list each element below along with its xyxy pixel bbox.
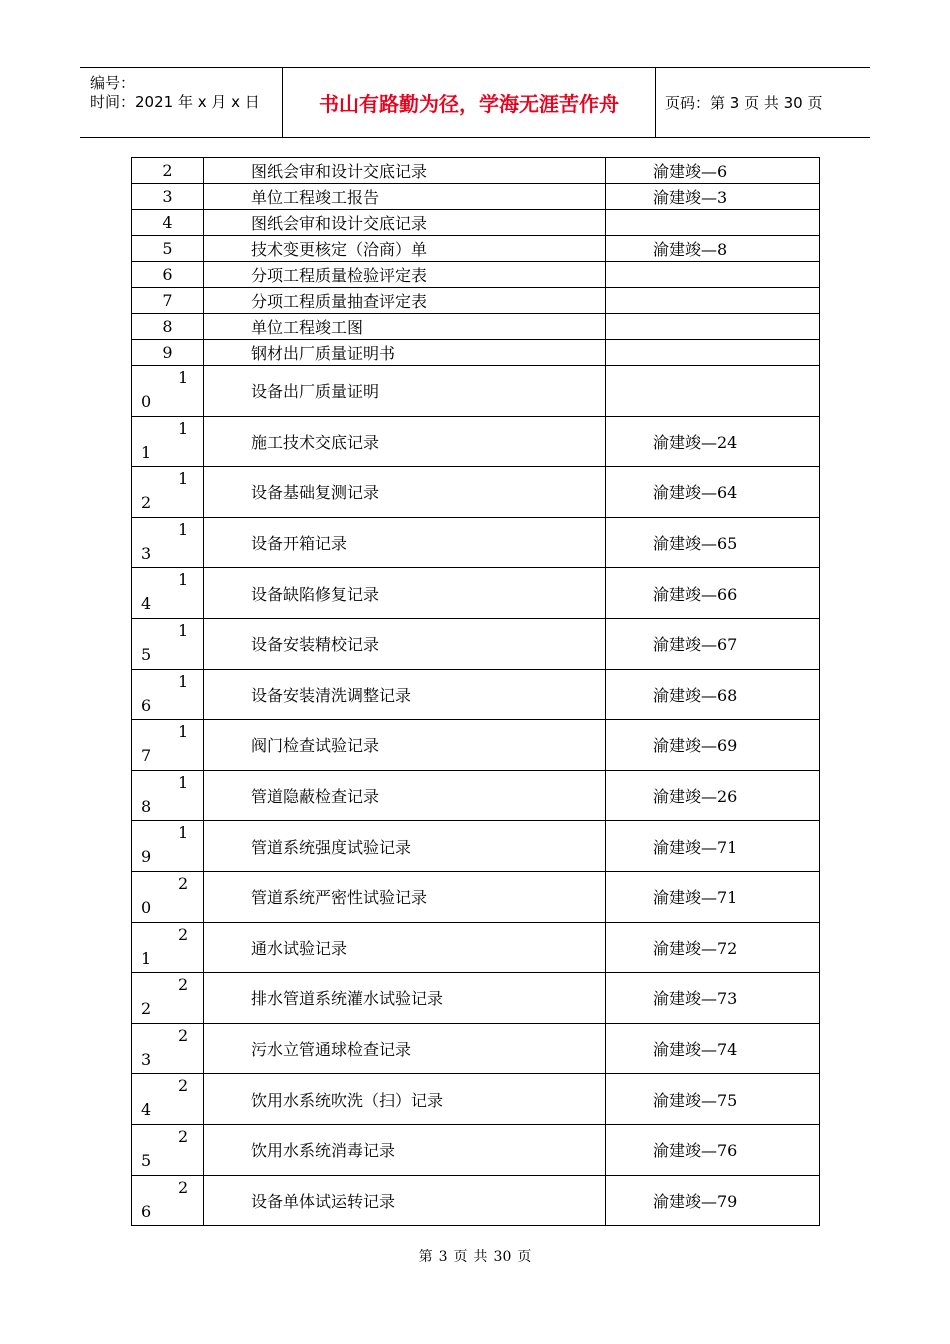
- row-number-digit-1: 1: [178, 418, 189, 438]
- row-number-digit-2: 0: [141, 897, 152, 917]
- row-number-cell: [132, 1175, 204, 1226]
- table-row: [132, 517, 820, 568]
- record-name-cell: 阀门检查试验记录: [204, 720, 606, 771]
- document-date-label: 时间：2021 年 x 月 x 日: [90, 93, 260, 111]
- row-number-digit-2: 8: [141, 796, 152, 816]
- row-number-digit-1: 2: [178, 873, 189, 893]
- table-row: [132, 1124, 820, 1175]
- record-name-cell: 排水管道系统灌水试验记录: [204, 973, 606, 1024]
- row-number-cell: [132, 1074, 204, 1125]
- row-number-digit-2: 1: [141, 442, 152, 462]
- form-code-cell: 渝建竣—64: [606, 467, 820, 518]
- row-number-digit-2: 6: [141, 695, 152, 715]
- row-number-digit-1: 1: [178, 469, 189, 489]
- form-code-cell: 渝建竣—68: [606, 669, 820, 720]
- row-number-cell: [132, 973, 204, 1024]
- row-number-digit-2: 2: [141, 999, 152, 1019]
- row-number-digit-2: 9: [141, 847, 152, 867]
- form-code-cell: 渝建竣—76: [606, 1124, 820, 1175]
- row-number-digit-1: 2: [178, 1126, 189, 1146]
- row-number-cell: 4: [132, 210, 204, 236]
- form-code-cell: 渝建竣—67: [606, 618, 820, 669]
- record-name-cell: 单位工程竣工图: [204, 314, 606, 340]
- record-name-cell: 施工技术交底记录: [204, 416, 606, 467]
- footer-ye2: 页: [517, 1249, 532, 1265]
- table-row: [132, 821, 820, 872]
- row-number-cell: [132, 618, 204, 669]
- row-number-digit-2: 4: [141, 1100, 152, 1120]
- record-name-cell: 钢材出厂质量证明书: [204, 340, 606, 366]
- row-number-cell: 3: [132, 184, 204, 210]
- form-code-cell: 渝建竣—75: [606, 1074, 820, 1125]
- row-number-digit-1: 2: [178, 975, 189, 995]
- table-row: [132, 973, 820, 1024]
- row-number-cell: [132, 871, 204, 922]
- row-number-digit-1: 1: [178, 823, 189, 843]
- table-row: [132, 669, 820, 720]
- row-number-cell: 7: [132, 288, 204, 314]
- table-row: [132, 922, 820, 973]
- form-code-cell: 渝建竣—73: [606, 973, 820, 1024]
- table-row: [132, 720, 820, 771]
- form-code-cell: [606, 314, 820, 340]
- row-number-cell: [132, 517, 204, 568]
- row-number-digit-1: 2: [178, 924, 189, 944]
- record-name-cell: 单位工程竣工报告: [204, 184, 606, 210]
- document-number-label: 编号：: [90, 74, 136, 92]
- row-number-digit-2: 5: [141, 1150, 152, 1170]
- form-code-cell: 渝建竣—3: [606, 184, 820, 210]
- form-code-cell: [606, 288, 820, 314]
- table-row: [132, 366, 820, 417]
- row-number-cell: [132, 467, 204, 518]
- row-number-cell: [132, 366, 204, 417]
- form-code-cell: [606, 210, 820, 236]
- record-name-cell: 图纸会审和设计交底记录: [204, 158, 606, 184]
- form-code-cell: 渝建竣—71: [606, 821, 820, 872]
- row-number-cell: [132, 821, 204, 872]
- row-number-digit-2: 6: [141, 1201, 152, 1221]
- record-name-cell: 图纸会审和设计交底记录: [204, 210, 606, 236]
- form-code-cell: 渝建竣—74: [606, 1023, 820, 1074]
- table-row: [132, 158, 820, 184]
- row-number-digit-2: 2: [141, 493, 152, 513]
- header-meta: [80, 68, 282, 137]
- record-name-cell: 通水试验记录: [204, 922, 606, 973]
- record-name-cell: 设备安装精校记录: [204, 618, 606, 669]
- table-row: [132, 467, 820, 518]
- form-code-cell: 渝建竣—66: [606, 568, 820, 619]
- row-number-cell: 9: [132, 340, 204, 366]
- table-row: [132, 618, 820, 669]
- record-name-cell: 管道系统强度试验记录: [204, 821, 606, 872]
- footer-page-number: 3: [438, 1249, 448, 1265]
- table-row: [132, 288, 820, 314]
- page-footer: [0, 1246, 950, 1266]
- form-code-cell: 渝建竣—26: [606, 770, 820, 821]
- records-table: [131, 157, 820, 1226]
- record-name-cell: 分项工程质量检验评定表: [204, 262, 606, 288]
- row-number-cell: [132, 1124, 204, 1175]
- row-number-digit-2: 0: [141, 392, 152, 411]
- row-number-cell: [132, 669, 204, 720]
- row-number-digit-2: 4: [141, 594, 152, 614]
- row-number-digit-2: 3: [141, 1049, 152, 1069]
- row-number-cell: [132, 568, 204, 619]
- row-number-digit-1: 1: [178, 722, 189, 742]
- form-code-cell: 渝建竣—69: [606, 720, 820, 771]
- row-number-digit-2: 7: [141, 746, 152, 766]
- form-code-cell: 渝建竣—79: [606, 1175, 820, 1226]
- record-name-cell: 管道系统严密性试验记录: [204, 871, 606, 922]
- row-number-cell: 5: [132, 236, 204, 262]
- table-row: [132, 262, 820, 288]
- row-number-digit-1: 1: [178, 368, 189, 387]
- row-number-digit-2: 5: [141, 644, 152, 664]
- table-row: [132, 314, 820, 340]
- row-number-cell: [132, 922, 204, 973]
- row-number-digit-2: 3: [141, 543, 152, 563]
- row-number-digit-1: 2: [178, 1076, 189, 1096]
- record-name-cell: 设备出厂质量证明: [204, 366, 606, 417]
- row-number-cell: 6: [132, 262, 204, 288]
- row-number-cell: [132, 416, 204, 467]
- record-name-cell: 设备缺陷修复记录: [204, 568, 606, 619]
- record-name-cell: 技术变更核定（洽商）单: [204, 236, 606, 262]
- record-name-cell: 管道隐蔽检查记录: [204, 770, 606, 821]
- table-row: [132, 184, 820, 210]
- table-row: [132, 340, 820, 366]
- form-code-cell: [606, 366, 820, 417]
- row-number-cell: [132, 1023, 204, 1074]
- row-number-digit-1: 2: [178, 1177, 189, 1197]
- form-code-cell: [606, 340, 820, 366]
- record-name-cell: 饮用水系统消毒记录: [204, 1124, 606, 1175]
- form-code-cell: 渝建竣—71: [606, 871, 820, 922]
- row-number-cell: [132, 720, 204, 771]
- footer-gong: 共: [473, 1249, 488, 1265]
- form-code-cell: [606, 262, 820, 288]
- row-number-cell: 8: [132, 314, 204, 340]
- table-row: [132, 770, 820, 821]
- table-row: [132, 1023, 820, 1074]
- record-name-cell: 饮用水系统吹洗（扫）记录: [204, 1074, 606, 1125]
- record-name-cell: 设备安装清洗调整记录: [204, 669, 606, 720]
- footer-ye: 页: [453, 1249, 468, 1265]
- table-row: [132, 871, 820, 922]
- row-number-digit-1: 1: [178, 671, 189, 691]
- row-number-digit-1: 2: [178, 1025, 189, 1045]
- table-row: [132, 1175, 820, 1226]
- record-name-cell: 设备单体试运转记录: [204, 1175, 606, 1226]
- table-row: [132, 416, 820, 467]
- row-number-digit-1: 1: [178, 620, 189, 640]
- table-row: [132, 210, 820, 236]
- row-number-cell: [132, 770, 204, 821]
- page-header: [80, 67, 870, 138]
- row-number-digit-1: 1: [178, 570, 189, 590]
- header-motto: 书山有路勤为径，学海无涯苦作舟: [282, 68, 656, 137]
- row-number-digit-1: 1: [178, 772, 189, 792]
- table-row: [132, 1074, 820, 1125]
- form-code-cell: 渝建竣—8: [606, 236, 820, 262]
- record-name-cell: 污水立管通球检查记录: [204, 1023, 606, 1074]
- form-code-cell: 渝建竣—65: [606, 517, 820, 568]
- footer-di: 第: [418, 1249, 433, 1265]
- header-page-info: 页码：第 3 页 共 30 页: [665, 94, 823, 112]
- row-number-digit-2: 1: [141, 948, 152, 968]
- table-row: [132, 236, 820, 262]
- form-code-cell: 渝建竣—6: [606, 158, 820, 184]
- table-row: [132, 568, 820, 619]
- record-name-cell: 分项工程质量抽查评定表: [204, 288, 606, 314]
- record-name-cell: 设备开箱记录: [204, 517, 606, 568]
- form-code-cell: 渝建竣—24: [606, 416, 820, 467]
- row-number-cell: 2: [132, 158, 204, 184]
- footer-total-pages: 30: [493, 1249, 512, 1265]
- record-name-cell: 设备基础复测记录: [204, 467, 606, 518]
- row-number-digit-1: 1: [178, 519, 189, 539]
- form-code-cell: 渝建竣—72: [606, 922, 820, 973]
